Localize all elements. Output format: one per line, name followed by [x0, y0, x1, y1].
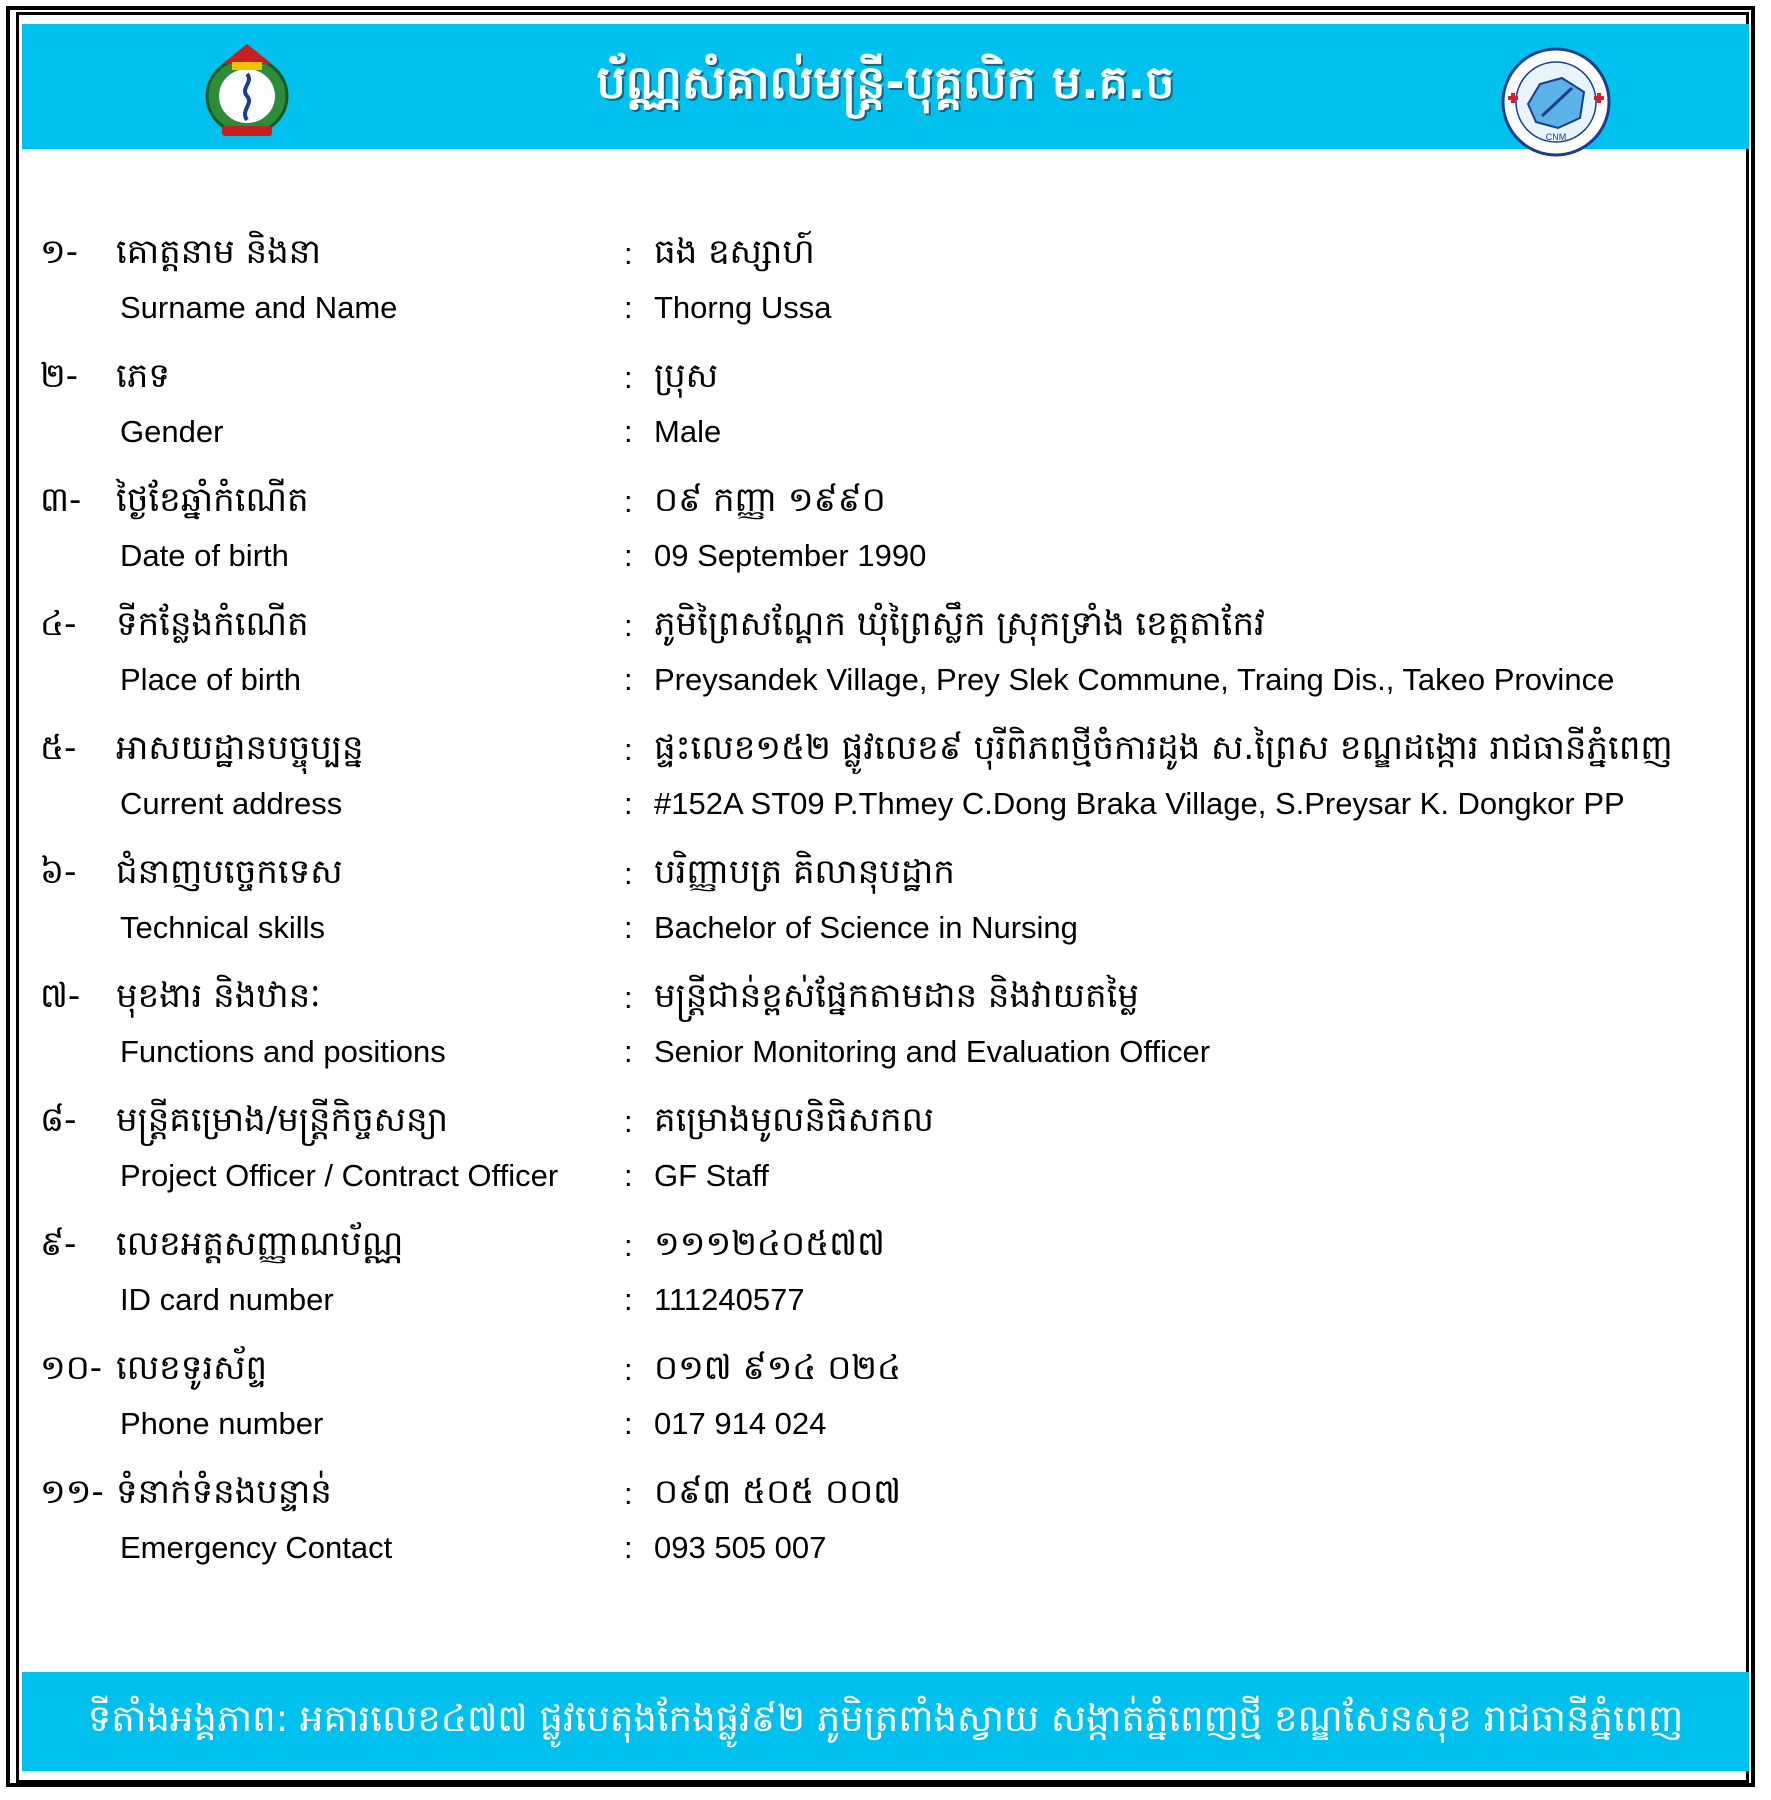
field-colon: : — [624, 910, 633, 945]
field-label-khmer: ទីកន្លែងកំណើត — [116, 604, 309, 644]
field-colon: : — [624, 732, 633, 767]
field-colon: : — [624, 608, 633, 643]
field-number: ៣- — [40, 480, 82, 520]
field-colon: : — [624, 1282, 633, 1317]
field-label-english: Phone number — [120, 1406, 324, 1441]
field-colon: : — [624, 856, 633, 891]
card-title: ប័ណ្ណសំគាល់មន្ត្រី-បុគ្គលិក ម.គ.ច — [596, 55, 1175, 109]
field-label-english: Gender — [120, 414, 224, 449]
field-value-khmer: ០៩ កញ្ញា ១៩៩០ — [654, 480, 886, 520]
field-number: ៨- — [40, 1100, 77, 1140]
field-label-khmer: គោត្តនាម និងនា — [116, 232, 322, 272]
field-colon: : — [624, 290, 633, 325]
field-value-khmer: គម្រោងមូលនិធិសកល — [654, 1100, 934, 1140]
field-colon: : — [624, 236, 633, 271]
field-colon: : — [624, 662, 633, 697]
field-value-english: Senior Monitoring and Evaluation Officer — [654, 1034, 1211, 1069]
field-label-english: Date of birth — [120, 538, 289, 573]
field-label-khmer: ថ្ងៃខែឆ្នាំកំណើត — [116, 480, 309, 520]
field-label-khmer: លេខអត្តសញ្ញាណប័ណ្ណ — [116, 1224, 404, 1264]
field-value-khmer: បរិញ្ញាបត្រ គិលានុបដ្ឋាក — [654, 852, 955, 892]
field-value-english: Bachelor of Science in Nursing — [654, 910, 1078, 945]
field-value-khmer: មន្ត្រីជាន់ខ្ពស់ផ្នែកតាមដាន និងវាយតម្លៃ — [654, 976, 1139, 1016]
field-label-english: Emergency Contact — [120, 1530, 393, 1565]
footer-banner — [22, 1672, 1749, 1771]
field-value-english: GF Staff — [654, 1158, 769, 1193]
field-label-english: Current address — [120, 786, 343, 821]
field-number: ១១- — [40, 1472, 104, 1512]
field-label-khmer: លេខទូរស័ព្ទ — [116, 1348, 268, 1388]
field-colon: : — [624, 414, 633, 449]
field-label-khmer: អាសយដ្ឋានបច្ចុប្បន្ន — [116, 728, 364, 768]
field-label-english: Technical skills — [120, 910, 326, 945]
field-label-english: ID card number — [120, 1282, 334, 1317]
field-colon: : — [624, 360, 633, 395]
field-value-english: 111240577 — [654, 1282, 805, 1317]
field-colon: : — [624, 1158, 633, 1193]
field-label-english: Surname and Name — [120, 290, 398, 325]
field-colon: : — [624, 538, 633, 573]
field-colon: : — [624, 980, 633, 1015]
field-colon: : — [624, 1406, 633, 1441]
field-value-english: 093 505 007 — [654, 1530, 827, 1565]
field-value-khmer: ប្រុស — [654, 356, 719, 396]
field-value-khmer: ភូមិព្រៃសណ្តែក ឃុំព្រៃស្លឹក ស្រុកទ្រាំង ខេត្តតាកែវ — [654, 604, 1265, 644]
field-colon: : — [624, 1104, 633, 1139]
field-label-khmer: មុខងារ និងឋានៈ — [116, 976, 321, 1016]
field-number: ៩- — [40, 1224, 77, 1264]
field-label-khmer: ជំនាញបច្ចេកទេស — [116, 852, 343, 892]
cnm-logo-text: CNM — [1545, 132, 1567, 142]
field-value-khmer: ១១១២៤០៥៧៧ — [654, 1224, 885, 1264]
header-banner — [22, 24, 1749, 149]
field-label-khmer: ទំនាក់ទំនងបន្ទាន់ — [116, 1472, 332, 1512]
field-value-khmer: ធង ឧស្សាហ៍ — [654, 232, 815, 272]
field-value-khmer: ផ្ទះលេខ១៥២ ផ្លូវលេខ៩ បុរីពិភពថ្មីចំការដូង ស.ព្រៃស ខណ្ឌដង្កោរ រាជធានីភ្នំពេញ — [654, 728, 1673, 768]
field-label-english: Place of birth — [120, 662, 301, 697]
field-value-english: #152A ST09 P.Thmey C.Dong Braka Village, S.Preysar K. Dongkor PP — [654, 786, 1625, 821]
field-label-khmer: ភេទ — [116, 356, 170, 396]
field-number: ៥- — [40, 728, 77, 768]
field-number: ២- — [40, 356, 79, 396]
field-number: ៧- — [40, 976, 81, 1016]
field-value-english: 09 September 1990 — [654, 538, 927, 573]
field-number: ៤- — [40, 604, 77, 644]
field-value-khmer: ០១៧ ៩១៤ ០២៤ — [654, 1348, 902, 1388]
field-label-english: Project Officer / Contract Officer — [120, 1158, 559, 1193]
field-value-khmer: ០៩៣ ៥០៥ ០០៧ — [654, 1472, 902, 1512]
field-colon: : — [624, 1530, 633, 1565]
field-number: ១០- — [40, 1348, 103, 1388]
field-value-english: Male — [654, 414, 722, 449]
field-value-english: Thorng Ussa — [654, 290, 832, 325]
field-colon: : — [624, 484, 633, 519]
field-colon: : — [624, 1352, 633, 1387]
field-colon: : — [624, 1228, 633, 1263]
field-value-english: Preysandek Village, Prey Slek Commune, Traing Dis., Takeo Province — [654, 662, 1615, 697]
cnm-logo-icon — [1500, 46, 1612, 158]
field-colon: : — [624, 786, 633, 821]
field-number: ៦- — [40, 852, 77, 892]
field-label-khmer: មន្ត្រីគម្រោង/មន្ត្រីកិច្ចសន្យា — [116, 1100, 449, 1140]
field-colon: : — [624, 1476, 633, 1511]
field-number: ១- — [40, 232, 79, 272]
field-value-english: 017 914 024 — [654, 1406, 827, 1441]
field-label-english: Functions and positions — [120, 1034, 446, 1069]
footer-address: ទីតាំងអង្គភាព: អគារលេខ៤៧៧ ផ្លូវបេតុងកែងផ្លូវ៩២ ភូមិត្រពាំងស្វាយ សង្កាត់ភ្នំពេញថ្មី ខណ្ឌសែនសុខ រាជធានីភ្នំពេញ — [87, 1697, 1684, 1740]
field-colon: : — [624, 1034, 633, 1069]
